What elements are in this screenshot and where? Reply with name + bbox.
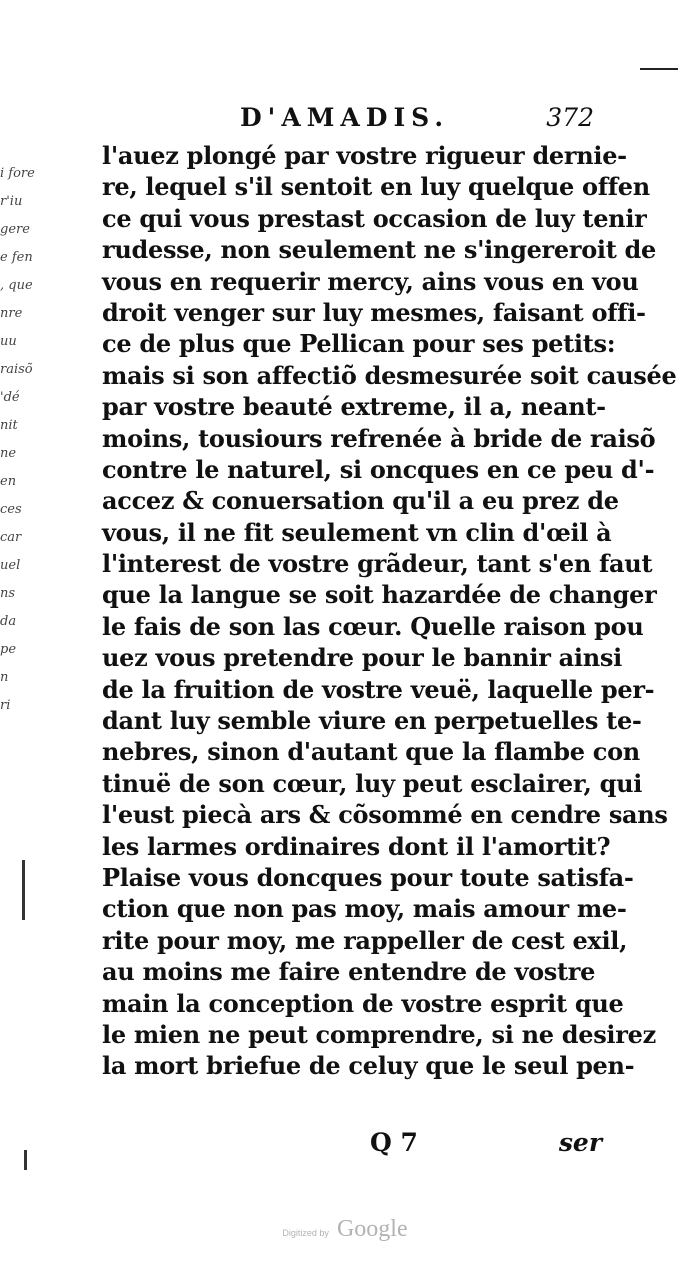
text-line: les larmes ordinaires dont il l'amortit? — [102, 831, 611, 861]
text-line: droit venger sur luy mesmes, faisant offi- — [102, 297, 646, 327]
margin-fragment: e fen — [0, 250, 33, 265]
text-line: uez vous pretendre pour le bannir ainsi — [102, 643, 622, 673]
text-line: nebres, sinon d'autant que la flambe con — [102, 737, 640, 767]
watermark-brand: Google — [336, 1216, 408, 1242]
page-header — [100, 103, 600, 135]
text-line: le fais de son las cœur. Quelle raison pou — [102, 611, 644, 641]
text-line: contre le naturel, si oncques en ce peu d'- — [102, 454, 655, 484]
top-corner-rule — [640, 68, 678, 70]
text-line: rudesse, non seulement ne s'ingereroit de — [102, 235, 657, 265]
catchword: ser — [558, 1128, 602, 1157]
margin-fragment: ces — [0, 502, 22, 517]
margin-fragment: n — [0, 670, 9, 685]
margin-fragment: uu — [0, 334, 17, 349]
text-line: le mien ne peut comprendre, si ne desirez — [102, 1019, 656, 1049]
margin-fragment: da — [0, 614, 17, 629]
margin-fragment: , que — [0, 278, 33, 293]
text-line: au moins me faire entendre de vostre — [102, 957, 596, 987]
watermark-prefix: Digitized by — [282, 1228, 329, 1238]
text-line: ce qui vous prestast occasion de luy tenir — [102, 203, 647, 233]
margin-fragment: raisõ — [0, 362, 33, 377]
text-line: l'auez plongé par vostre rigueur dernie- — [102, 141, 627, 170]
margin-fragment: r'iu — [0, 194, 23, 209]
text-line: ction que non pas moy, mais amour me- — [102, 894, 627, 924]
page-number: 372 — [546, 103, 594, 132]
running-head: D'AMADIS. — [240, 103, 450, 132]
text-line: vous en requerir mercy, ains vous en vou — [102, 266, 639, 296]
margin-fragment: ns — [0, 586, 16, 601]
text-line: main la conception de vostre esprit que — [102, 988, 624, 1018]
margin-fragment: gere — [0, 222, 30, 237]
margin-fragment: car — [0, 530, 22, 545]
margin-fragment: ri — [0, 698, 11, 713]
text-line: re, lequel s'il sentoit en luy quelque offen — [102, 172, 650, 202]
text-line: dant luy semble viure en perpetuelles te- — [102, 706, 642, 736]
text-line: que la langue se soit hazardée de changer — [102, 580, 657, 610]
text-line: vous, il ne fit seulement vn clin d'œil à — [102, 517, 612, 547]
page-footer — [102, 1128, 602, 1164]
margin-fragment: en — [0, 474, 17, 489]
text-line: rite pour moy, me rappeller de cest exil, — [102, 925, 628, 955]
gutter-edge-mark — [22, 860, 25, 920]
margin-fragment: nre — [0, 306, 23, 321]
margin-fragment: i fore — [0, 166, 35, 181]
signature-mark: Q 7 — [370, 1128, 418, 1157]
margin-fragment: uel — [0, 558, 21, 573]
margin-fragment: 'dé — [0, 390, 20, 405]
text-line: par vostre beauté extreme, il a, neant- — [102, 392, 606, 422]
text-line: de la fruition de vostre veuë, laquelle per- — [102, 674, 655, 704]
text-line: l'eust piecà ars & cõsommé en cendre sans — [102, 800, 668, 830]
gutter-edge-mark — [24, 1150, 27, 1170]
digitization-watermark — [0, 1216, 690, 1243]
text-line: accez & conuersation qu'il a eu prez de — [102, 486, 619, 516]
margin-fragment: nit — [0, 418, 18, 433]
text-line: mais si son affectiõ desmesurée soit causée — [102, 360, 677, 390]
text-line: moins, tousiours refrenée à bride de raisõ — [102, 423, 656, 453]
margin-fragment: pe — [0, 642, 17, 657]
text-line: tinuë de son cœur, luy peut esclairer, qui — [102, 768, 643, 798]
left-margin-bleed — [0, 160, 34, 720]
text-line: ce de plus que Pellican pour ses petits: — [102, 329, 616, 359]
margin-fragment: ne — [0, 446, 17, 461]
text-line: l'interest de vostre grãdeur, tant s'en faut — [102, 549, 653, 579]
text-line: la mort briefue de celuy que le seul pen- — [102, 1051, 635, 1081]
body-text — [102, 140, 677, 1082]
text-line: Plaise vous doncques pour toute satisfa- — [102, 862, 634, 892]
